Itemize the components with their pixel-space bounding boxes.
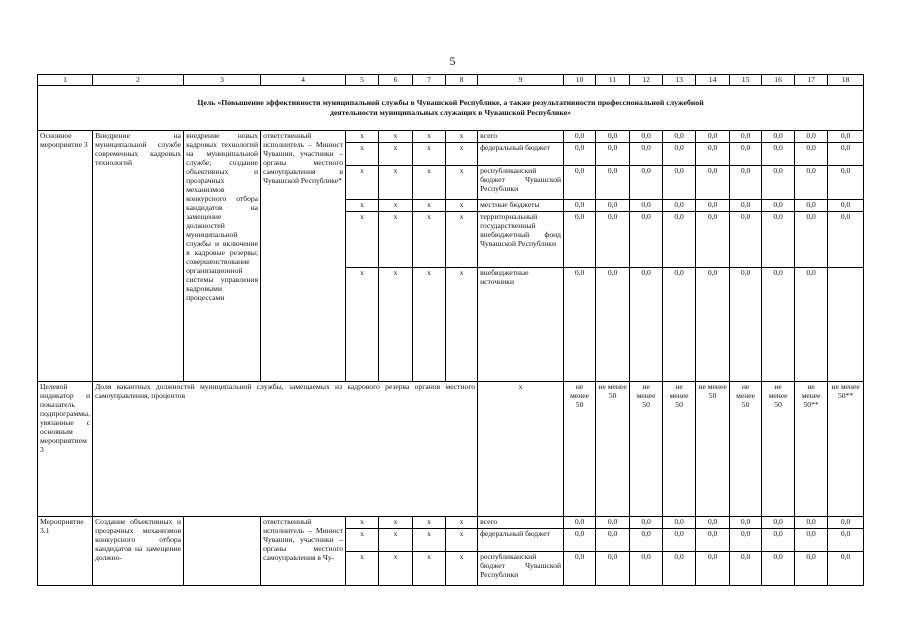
code-cell: x	[446, 200, 478, 212]
code-cell: x	[413, 200, 446, 212]
column-number: 10	[564, 75, 596, 86]
indicator-value: не менее 50	[564, 382, 596, 517]
value-cell: 0,0	[730, 166, 762, 200]
event-name: Внедрение на муниципальной службе современных кадровых технологий	[93, 131, 184, 382]
value-cell: 0,0	[696, 166, 730, 200]
funding-source: федеральный бюджет	[478, 143, 564, 166]
value-cell: 0,0	[564, 517, 596, 529]
value-cell: 0,0	[795, 166, 828, 200]
funding-row	[38, 517, 864, 529]
value-cell: 0,0	[596, 166, 630, 200]
value-cell: 0,0	[762, 143, 795, 166]
value-cell: 0,0	[596, 529, 630, 552]
code-cell: x	[346, 166, 379, 200]
column-number: 14	[696, 75, 730, 86]
value-cell: 0,0	[730, 529, 762, 552]
value-cell: 0,0	[795, 552, 828, 586]
value-cell: 0,0	[663, 212, 696, 268]
code-cell: x	[413, 552, 446, 586]
column-number: 17	[795, 75, 828, 86]
value-cell: 0,0	[828, 131, 864, 143]
value-cell: 0,0	[795, 517, 828, 529]
value-cell: 0,0	[564, 166, 596, 200]
value-cell: 0,0	[630, 131, 663, 143]
value-cell: 0,0	[564, 529, 596, 552]
funding-source: всего	[478, 517, 564, 529]
column-number: 13	[663, 75, 696, 86]
indicator-x: x	[478, 382, 564, 517]
value-cell: 0,0	[762, 517, 795, 529]
goal-text: Цель «Повышение эффективности муниципальной службы в Чувашской Республике, а также результативности профессиональной служебной деятельности муниципальных служащих в Чувашской Республике»	[38, 86, 864, 131]
event-goals	[184, 517, 261, 586]
value-cell: 0,0	[730, 268, 762, 382]
value-cell: 0,0	[564, 131, 596, 143]
indicator-value: не менее 50	[630, 382, 663, 517]
code-cell: x	[446, 517, 478, 529]
value-cell: 0,0	[564, 552, 596, 586]
value-cell: 0,0	[663, 268, 696, 382]
value-cell: 0,0	[762, 212, 795, 268]
value-cell: 0,0	[762, 200, 795, 212]
value-cell: 0,0	[828, 552, 864, 586]
indicator-row	[38, 382, 864, 517]
code-cell: x	[346, 200, 379, 212]
value-cell: 0,0	[596, 143, 630, 166]
column-number: 5	[346, 75, 379, 86]
value-cell: 0,0	[663, 166, 696, 200]
code-cell: x	[446, 552, 478, 586]
code-cell: x	[379, 166, 413, 200]
value-cell: 0,0	[630, 166, 663, 200]
value-cell: 0,0	[762, 268, 795, 382]
value-cell: 0,0	[828, 212, 864, 268]
event-status: Основное мероприятие 3	[38, 131, 93, 382]
funding-source: внебюджетные источники	[478, 268, 564, 382]
value-cell: 0,0	[663, 200, 696, 212]
value-cell: 0,0	[730, 200, 762, 212]
value-cell: 0,0	[630, 529, 663, 552]
value-cell: 0,0	[663, 529, 696, 552]
column-number: 12	[630, 75, 663, 86]
event-goals: внедрение новых кадровых технологий на муниципальной службе; создание объективных и прозрачных механизмов конкурсного отбора кандидатов на замещение должностей муниципальной службы и включение в кадровые резервы; совершенствование организационной системы управления кадровыми процессами	[184, 131, 261, 382]
code-cell: x	[413, 166, 446, 200]
value-cell: 0,0	[762, 131, 795, 143]
event-responsible: ответственный исполнитель – Минюст Чувашии, участники – органы местного самоуправления в Чувашской Республике*	[261, 131, 346, 382]
value-cell: 0,0	[596, 212, 630, 268]
code-cell: x	[413, 212, 446, 268]
code-cell: x	[346, 143, 379, 166]
funding-row	[38, 131, 864, 143]
value-cell: 0,0	[828, 529, 864, 552]
indicator-value: не менее 50	[696, 382, 730, 517]
column-number: 3	[184, 75, 261, 86]
funding-source: территориальный государственный внебюджетный фонд Чувашской Республики	[478, 212, 564, 268]
column-number: 8	[446, 75, 478, 86]
value-cell: 0,0	[730, 143, 762, 166]
value-cell: 0,0	[696, 268, 730, 382]
value-cell: 0,0	[762, 552, 795, 586]
code-cell: x	[446, 131, 478, 143]
value-cell: 0,0	[696, 131, 730, 143]
value-cell: 0,0	[696, 212, 730, 268]
column-number: 4	[261, 75, 346, 86]
code-cell: x	[379, 268, 413, 382]
column-number: 11	[596, 75, 630, 86]
code-cell: x	[413, 268, 446, 382]
value-cell: 0,0	[828, 200, 864, 212]
value-cell: 0,0	[828, 517, 864, 529]
code-cell: x	[413, 131, 446, 143]
funding-source: федеральный бюджет	[478, 529, 564, 552]
funding-source: местные бюджеты	[478, 200, 564, 212]
code-cell: x	[379, 212, 413, 268]
column-number: 6	[379, 75, 413, 86]
code-cell: x	[446, 212, 478, 268]
code-cell: x	[346, 517, 379, 529]
code-cell: x	[379, 143, 413, 166]
value-cell: 0,0	[828, 143, 864, 166]
indicator-text: Доля вакантных должностей муниципальной службы, замещаемых из кадрового резерва органов местного самоуправления, процентов	[93, 382, 478, 517]
value-cell: 0,0	[564, 212, 596, 268]
indicator-value: не менее 50	[663, 382, 696, 517]
funding-source: республиканский бюджет Чувашской Республики	[478, 166, 564, 200]
column-number: 1	[38, 75, 93, 86]
code-cell: x	[413, 517, 446, 529]
value-cell: 0,0	[795, 268, 828, 382]
funding-source: всего	[478, 131, 564, 143]
value-cell: 0,0	[630, 517, 663, 529]
value-cell	[828, 268, 864, 382]
value-cell: 0,0	[828, 166, 864, 200]
column-number: 15	[730, 75, 762, 86]
value-cell: 0,0	[630, 143, 663, 166]
value-cell: 0,0	[663, 131, 696, 143]
code-cell: x	[379, 517, 413, 529]
value-cell: 0,0	[596, 517, 630, 529]
code-cell: x	[346, 268, 379, 382]
code-cell: x	[446, 166, 478, 200]
value-cell: 0,0	[696, 517, 730, 529]
column-number: 9	[478, 75, 564, 86]
code-cell: x	[446, 529, 478, 552]
code-cell: x	[346, 552, 379, 586]
column-number-row	[38, 75, 864, 86]
indicator-value: не менее 50	[596, 382, 630, 517]
page-number: 5	[449, 54, 456, 68]
value-cell: 0,0	[795, 200, 828, 212]
column-number: 16	[762, 75, 795, 86]
value-cell: 0,0	[696, 143, 730, 166]
event-name: Создание объективных и прозрачных механизмов конкурсного отбора кандидатов на замещение должно-	[93, 517, 184, 586]
value-cell: 0,0	[795, 131, 828, 143]
value-cell: 0,0	[663, 143, 696, 166]
code-cell: x	[413, 143, 446, 166]
code-cell: x	[446, 268, 478, 382]
value-cell: 0,0	[730, 212, 762, 268]
value-cell: 0,0	[564, 143, 596, 166]
value-cell: 0,0	[730, 131, 762, 143]
code-cell: x	[379, 200, 413, 212]
indicator-value: не менее 50	[730, 382, 762, 517]
code-cell: x	[413, 529, 446, 552]
value-cell: 0,0	[730, 517, 762, 529]
code-cell: x	[346, 212, 379, 268]
value-cell: 0,0	[630, 200, 663, 212]
value-cell: 0,0	[596, 200, 630, 212]
funding-source: республиканский бюджет Чувашской Республики	[478, 552, 564, 586]
code-cell: x	[346, 131, 379, 143]
value-cell: 0,0	[596, 131, 630, 143]
value-cell: 0,0	[762, 529, 795, 552]
goal-row	[38, 86, 864, 131]
indicator-label: Целевой индикатор и показатель подпрограммы, увязанные с основным мероприятием 3	[38, 382, 93, 517]
value-cell: 0,0	[630, 268, 663, 382]
value-cell: 0,0	[564, 200, 596, 212]
value-cell: 0,0	[564, 268, 596, 382]
value-cell: 0,0	[696, 552, 730, 586]
code-cell: x	[379, 552, 413, 586]
value-cell: 0,0	[630, 212, 663, 268]
value-cell: 0,0	[663, 552, 696, 586]
value-cell: 0,0	[730, 552, 762, 586]
indicator-value: не менее 50**	[795, 382, 828, 517]
value-cell: 0,0	[630, 552, 663, 586]
event-responsible: ответственный исполнитель – Минюст Чувашии, участники – органы местного самоуправления в Чу-	[261, 517, 346, 586]
code-cell: x	[379, 529, 413, 552]
program-table	[37, 74, 864, 586]
indicator-value: не менее 50**	[828, 382, 864, 517]
value-cell: 0,0	[696, 200, 730, 212]
code-cell: x	[446, 143, 478, 166]
value-cell: 0,0	[663, 517, 696, 529]
value-cell: 0,0	[795, 212, 828, 268]
column-number: 2	[93, 75, 184, 86]
value-cell: 0,0	[596, 268, 630, 382]
column-number: 18	[828, 75, 864, 86]
value-cell: 0,0	[795, 529, 828, 552]
column-number: 7	[413, 75, 446, 86]
code-cell: x	[379, 131, 413, 143]
indicator-value: не менее 50	[762, 382, 795, 517]
event-status: Мероприятие 3.1	[38, 517, 93, 586]
value-cell: 0,0	[762, 166, 795, 200]
code-cell: x	[346, 529, 379, 552]
value-cell: 0,0	[795, 143, 828, 166]
value-cell: 0,0	[596, 552, 630, 586]
value-cell: 0,0	[696, 529, 730, 552]
